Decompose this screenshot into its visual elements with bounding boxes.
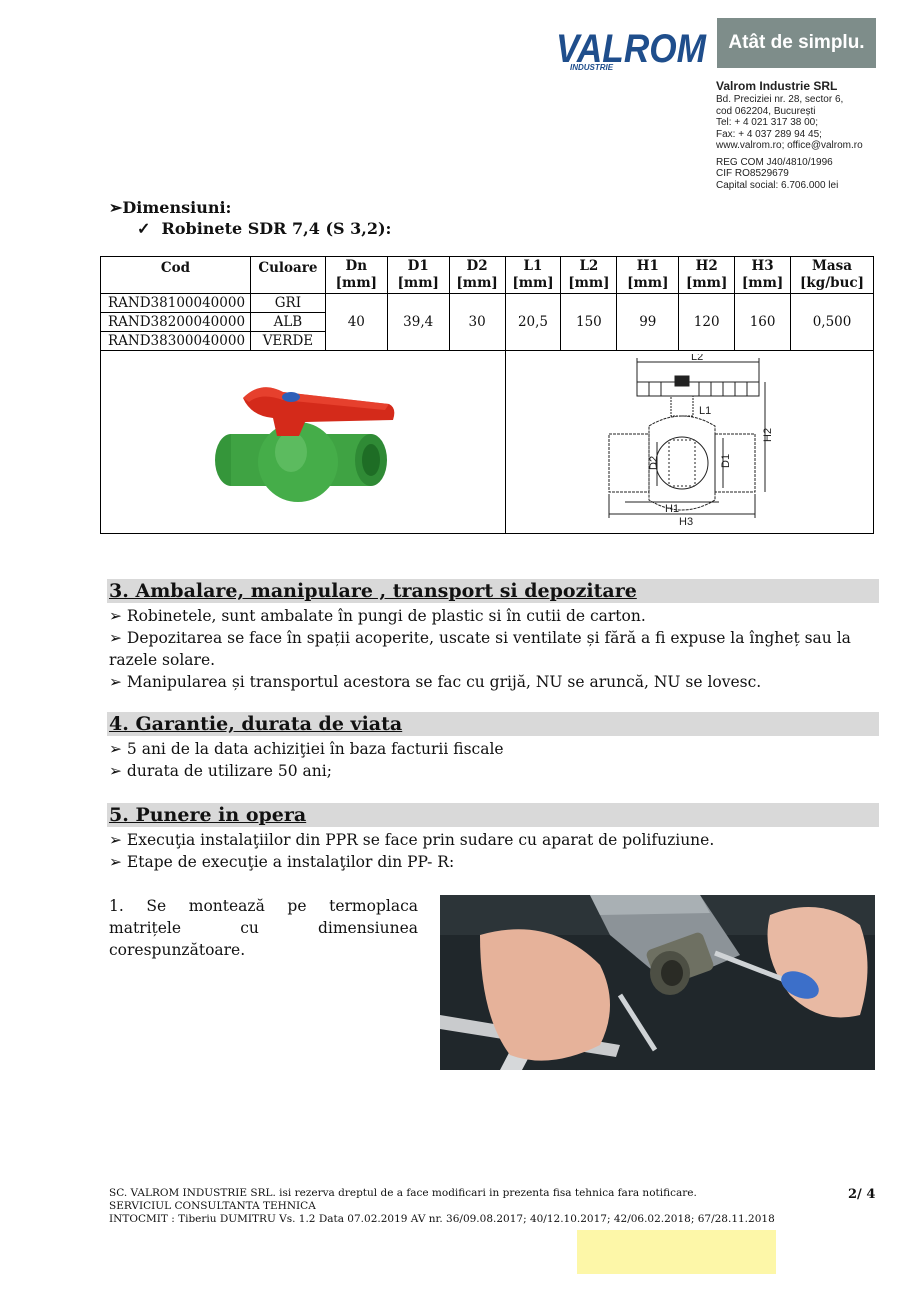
col-header-masa: Masa [kg/buc]: [791, 257, 874, 294]
col-header-h1: H1 [mm]: [617, 257, 679, 294]
col-header-cod: Cod: [101, 257, 251, 294]
technical-drawing-cell: [505, 351, 873, 534]
company-logo: [556, 26, 708, 72]
section-5-title: 5. Punere in opera: [109, 804, 307, 826]
registry-line: Capital social: 6.706.000 lei: [716, 179, 839, 191]
dim-label-h2: H2: [762, 427, 775, 442]
col-header-l2: L2 [mm]: [561, 257, 617, 294]
cell-culoare: GRI: [250, 294, 325, 313]
table-header-row: [101, 257, 874, 294]
col-header-h3: H3 [mm]: [735, 257, 791, 294]
cell-cod: RAND38100040000: [101, 294, 251, 313]
footer: [109, 1187, 809, 1226]
cell-dn: 40: [325, 294, 387, 351]
col-header-d2: D2 [mm]: [449, 257, 505, 294]
cell-cod: RAND38300040000: [101, 332, 251, 351]
address-line: cod 062204, București: [716, 105, 816, 117]
page-number: 2/ 4: [848, 1187, 876, 1202]
dim-label-d2: D2: [648, 455, 661, 470]
dim-label-d1: D1: [720, 453, 733, 468]
cell-cod: RAND38200040000: [101, 313, 251, 332]
address-line: www.valrom.ro; office@valrom.ro: [716, 140, 863, 151]
list-item: ➢ Depozitarea se face în spații acoperite, uscate si ventilate și fără a fi expuse la îngheț sau la razele solare.: [109, 627, 874, 671]
slogan-banner: [717, 18, 876, 68]
table-image-row: [101, 351, 874, 534]
footer-department: SERVICIUL CONSULTANTA TEHNICA: [109, 1200, 316, 1212]
footer-disclaimer: SC. VALROM INDUSTRIE SRL. isi rezerva dreptul de a face modificari in prezenta fisa tehnica fara notificare.: [109, 1187, 697, 1199]
col-header-h2: H2 [mm]: [679, 257, 735, 294]
section-4-bar: [107, 712, 879, 736]
section-3-title: 3. Ambalare, manipulare , transport si depozitare: [109, 580, 637, 602]
dim-label-l2: L2: [691, 354, 704, 363]
section-5-bar: [107, 803, 879, 827]
dimensions-subheading: ✓ Robinete SDR 7,4 (S 3,2):: [137, 219, 392, 238]
cell-h2: 120: [679, 294, 735, 351]
section-4-body: [109, 738, 874, 782]
registry-line: REG COM J40/4810/1996: [716, 156, 833, 168]
list-item: ➢ Etape de execuţie a instalaţilor din PP- R:: [109, 851, 874, 873]
cell-masa: 0,500: [791, 294, 874, 351]
company-info: [716, 79, 906, 191]
section-4-title: 4. Garantie, durata de viata: [109, 713, 403, 735]
col-header-l1: L1 [mm]: [505, 257, 561, 294]
cell-culoare: VERDE: [250, 332, 325, 351]
dim-label-h1: H1: [665, 503, 680, 515]
valve-photo-cell: [101, 351, 506, 534]
address-line: Bd. Preciziei nr. 28, sector 6,: [716, 94, 844, 105]
arrow-bullet-icon: ➢: [109, 198, 123, 217]
company-name: Valrom Industrie SRL: [716, 79, 838, 93]
section-3-bar: [107, 579, 879, 603]
footer-author: INTOCMIT : Tiberiu DUMITRU Vs. 1.2 Data 07.02.2019 AV nr. 36/09.08.2017; 40/12.10.2017; 42/06.02.2018; 67/28.11.2018: [109, 1213, 775, 1225]
cell-l1: 20,5: [505, 294, 561, 351]
cell-d2: 30: [449, 294, 505, 351]
valve-technical-drawing: [599, 354, 779, 526]
cell-culoare: ALB: [250, 313, 325, 332]
dimensions-heading: ➢Dimensiuni:: [109, 198, 232, 217]
section-5-body: [109, 829, 874, 873]
cell-h3: 160: [735, 294, 791, 351]
cell-h1: 99: [617, 294, 679, 351]
table-row: [101, 294, 874, 313]
highlight-box: [577, 1230, 776, 1274]
list-item: ➢ Manipularea și transportul acestora se fac cu grijă, NU se aruncă, NU se lovesc.: [109, 671, 874, 693]
list-item: ➢ Robinetele, sunt ambalate în pungi de plastic si în cutii de carton.: [109, 605, 874, 627]
ball-valve-photo: [203, 370, 403, 510]
address-line: Fax: + 4 037 289 94 45;: [716, 128, 822, 140]
dim-label-h3: H3: [679, 516, 694, 526]
col-header-culoare: Culoare: [250, 257, 325, 294]
cell-d1: 39,4: [387, 294, 449, 351]
list-item: ➢ durata de utilizare 50 ani;: [109, 760, 874, 782]
section-3-body: [109, 605, 874, 693]
registry-line: CIF RO8529679: [716, 168, 789, 179]
address-line: Tel: + 4 021 317 38 00;: [716, 117, 819, 128]
svg-text:INDUSTRIE: INDUSTRIE: [570, 63, 614, 72]
col-header-dn: Dn [mm]: [325, 257, 387, 294]
col-header-d1: D1 [mm]: [387, 257, 449, 294]
list-item: ➢ 5 ani de la data achiziţiei în baza facturii fiscale: [109, 738, 874, 760]
checkmark-icon: ✓: [137, 219, 151, 238]
step-1-text: 1. Se montează pe termoplaca matrițele cu dimensiunea corespunzătoare.: [109, 897, 418, 959]
svg-text:VALROM: VALROM: [556, 27, 708, 71]
list-item: ➢ Execuţia instalaţiilor din PPR se face prin sudare cu aparat de polifuziune.: [109, 829, 874, 851]
slogan-text: Atât de simplu.: [728, 32, 865, 53]
valve-spec-table: [100, 256, 874, 534]
cell-l2: 150: [561, 294, 617, 351]
dim-label-l1: L1: [699, 405, 712, 417]
welding-step-photo: [440, 895, 875, 1070]
